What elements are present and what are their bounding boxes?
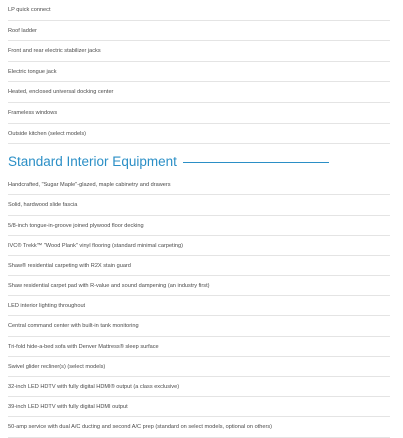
list-item: Electric tongue jack: [8, 62, 390, 83]
list-item: 39-inch LED HDTV with fully digital HDMI output: [8, 397, 390, 417]
list-item: Shaw® residential carpeting with R2X stain guard: [8, 256, 390, 276]
interior-section-header: [0, 144, 382, 175]
list-item: Tri-fold hide-a-bed sofa with Denver Mattress® sleep surface: [8, 337, 390, 357]
list-item: LP quick connect: [8, 0, 390, 21]
list-item: IVC® Trekk™ "Wood Plank" vinyl flooring (standard minimal carpeting): [8, 236, 390, 256]
list-item: 32-inch LED HDTV with fully digital HDMI® output (a class exclusive): [8, 377, 390, 397]
list-item: Roof ladder: [8, 21, 390, 42]
list-item: Solid, hardwood slide fascia: [8, 195, 390, 215]
interior-equipment-list: [0, 175, 390, 437]
list-item: Central command center with built-in tank monitoring: [8, 316, 390, 336]
section-title: Standard Interior Equipment: [8, 154, 177, 170]
list-item: Swivel glider recliner(s) (select models): [8, 357, 390, 377]
list-item: Handcrafted, "Sugar Maple"-glazed, maple cabinetry and drawers: [8, 175, 390, 195]
list-item: 5/8-inch tongue-in-groove joined plywood floor decking: [8, 216, 390, 236]
list-item: 50-amp service with dual A/C ducting and second A/C prep (standard on select models, optional on others): [8, 417, 390, 437]
title-underline-rule: [183, 162, 329, 163]
exterior-equipment-list: [0, 0, 390, 144]
list-item: Shaw residential carpet pad with R-value and sound dampening (an industry first): [8, 276, 390, 296]
list-item: Heated, enclosed universal docking center: [8, 82, 390, 103]
list-item: Front and rear electric stabilizer jacks: [8, 41, 390, 62]
list-item: LED interior lighting throughout: [8, 296, 390, 316]
list-item: Outside kitchen (select models): [8, 124, 390, 145]
list-item: Frameless windows: [8, 103, 390, 124]
